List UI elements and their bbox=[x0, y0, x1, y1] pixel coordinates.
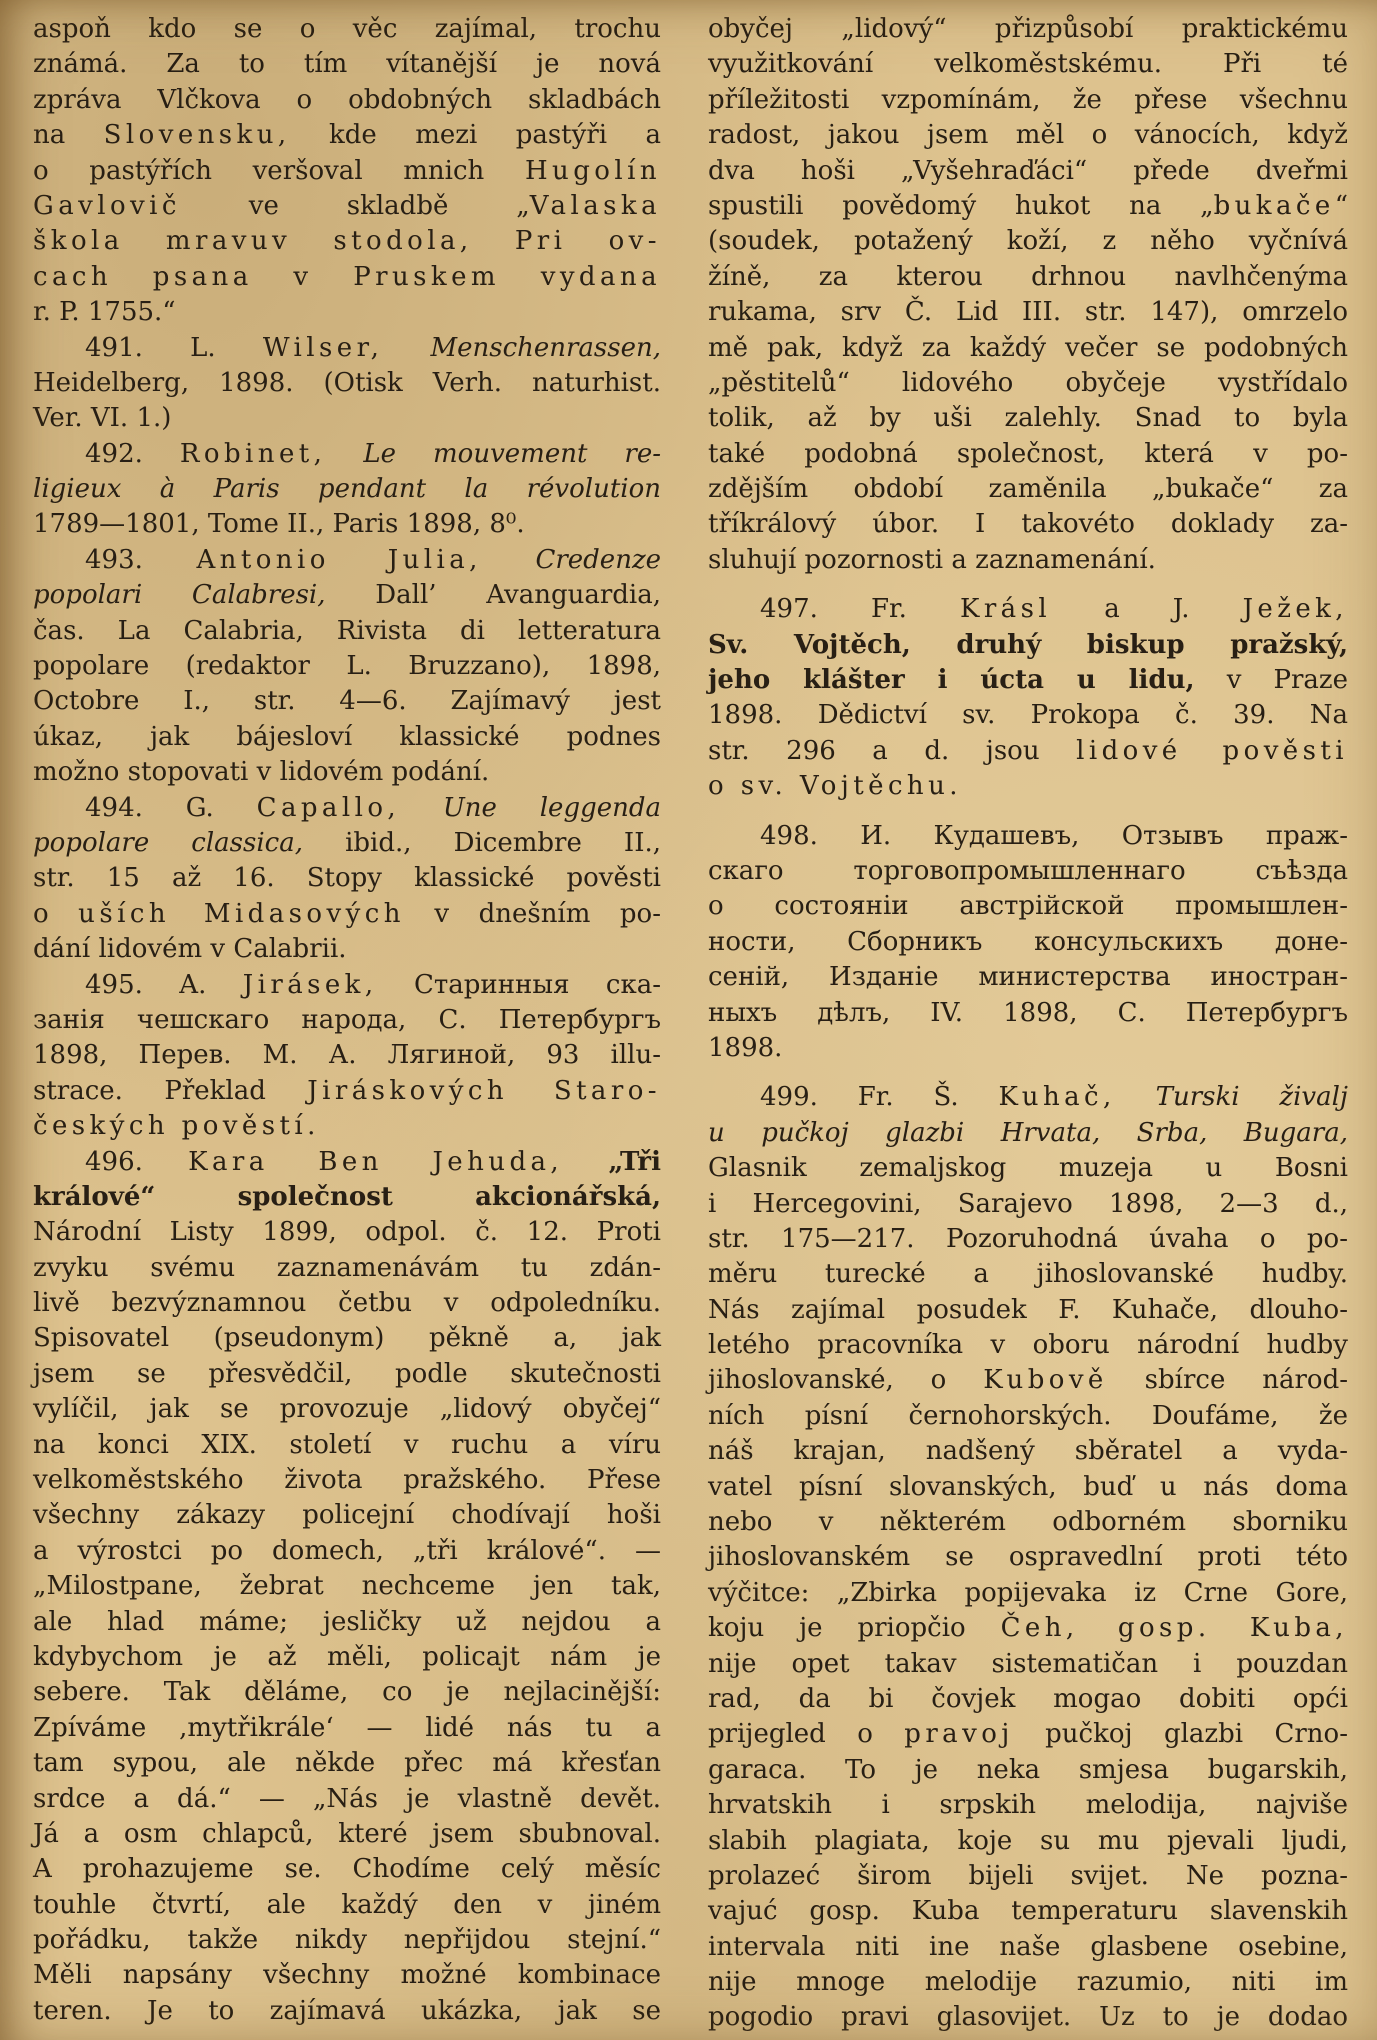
text-line bbox=[708, 401, 1348, 436]
text-segment: “ bbox=[1334, 190, 1348, 221]
text-line bbox=[33, 1569, 661, 1604]
text-segment: výčitce: „Zbirka popijevaka iz Crne Gore, bbox=[708, 1577, 1348, 1608]
text-segment: ale hlad máme; jesličky už nejdou a bbox=[33, 1606, 661, 1637]
text-segment bbox=[482, 545, 536, 575]
text-segment: r. P. 1755.“ bbox=[33, 297, 176, 328]
text-line bbox=[708, 889, 1348, 924]
text-line bbox=[33, 1003, 661, 1038]
text-line bbox=[708, 1647, 1348, 1682]
text-segment: čas. La Calabria, Rivista di letteratura bbox=[33, 615, 661, 646]
text-line bbox=[33, 720, 661, 755]
text-segment: letého pracovníka v oboru národní hudby bbox=[708, 1330, 1348, 1361]
text-segment: teren. Je to zajímavá ukázka, jak se bbox=[33, 1995, 661, 2026]
text-segment: 1898. bbox=[708, 1032, 783, 1063]
left-column bbox=[33, 12, 661, 2029]
text-line bbox=[708, 1894, 1348, 1929]
text-line bbox=[708, 1363, 1348, 1398]
text-segment: livě bezvýznamnou četbu v odpoledníku. bbox=[33, 1288, 661, 1319]
text-line bbox=[33, 1675, 661, 1710]
text-line bbox=[33, 1782, 661, 1817]
text-line bbox=[708, 1505, 1348, 1540]
text-segment: nebo v některém odborném sborniku bbox=[708, 1507, 1348, 1538]
paragraph bbox=[33, 791, 661, 968]
text-line bbox=[708, 769, 1348, 804]
text-segment: Turski živalj bbox=[1155, 1082, 1348, 1113]
text-line bbox=[33, 1463, 661, 1498]
text-line bbox=[33, 543, 661, 578]
text-segment: sluhují pozornosti a zaznamenání. bbox=[708, 544, 1156, 575]
text-segment: radost, jakou jsem měl o vánocích, když bbox=[708, 120, 1348, 151]
text-segment: rukama, srv Č. Lid III. str. 147), omrzelo bbox=[708, 297, 1348, 328]
text-segment: vatel písní slovanských, buď u nás doma bbox=[708, 1471, 1348, 1502]
text-line bbox=[708, 1399, 1348, 1434]
text-line bbox=[33, 1888, 661, 1923]
text-line bbox=[33, 932, 661, 967]
text-segment: tolik, až by uši zalehly. Snad to byla bbox=[708, 403, 1348, 434]
text-segment: a výrostci po domech, „tři králové“. — bbox=[33, 1535, 661, 1566]
text-line bbox=[33, 1215, 661, 1250]
text-segment: příležitosti vzpomínám, že přese všechnu bbox=[708, 84, 1348, 115]
text-line bbox=[708, 224, 1348, 259]
paragraph bbox=[33, 12, 661, 331]
paragraph bbox=[33, 968, 661, 1145]
text-segment: 494. G. bbox=[85, 792, 257, 823]
text-segment: Nás zajímal posudek F. Kuhače, dlouho- bbox=[708, 1294, 1348, 1325]
text-segment: Kara Ben Jehuda, bbox=[188, 1146, 564, 1177]
text-segment: strace. Překlad bbox=[33, 1075, 308, 1106]
text-segment: kdybychom je až měli, policajt nám je bbox=[33, 1641, 661, 1672]
text-segment: popolare (redaktor L. Bruzzano), 1898, bbox=[33, 651, 661, 682]
text-segment: popolare classica, bbox=[33, 827, 304, 858]
text-line bbox=[708, 592, 1348, 627]
text-segment: v dnešním po- bbox=[404, 898, 661, 929]
text-segment: Valaska bbox=[529, 190, 661, 221]
text-segment: kde mezi pastýři a bbox=[290, 120, 661, 151]
text-segment: str. 15 až 16. Stopy klassické pověsti bbox=[33, 863, 661, 894]
text-line bbox=[708, 154, 1348, 189]
text-segment bbox=[400, 793, 443, 823]
text-segment: všechny zákazy policejní chodívají hoši bbox=[33, 1500, 661, 1531]
text-segment: Jiráskových Staro- bbox=[307, 1075, 661, 1106]
text-segment: Glasnik zemaljskog muzeja u Bosni bbox=[708, 1153, 1348, 1184]
right-column bbox=[708, 12, 1348, 2036]
text-line bbox=[708, 1540, 1348, 1575]
text-line bbox=[708, 189, 1348, 224]
text-line bbox=[33, 224, 661, 259]
text-segment: Dall’ Avanguardia, bbox=[325, 580, 661, 611]
text-segment: Já a osm chlapců, které jsem sbubnoval. bbox=[33, 1818, 661, 1849]
text-segment: ních písní černohorských. Doufáme, že bbox=[708, 1400, 1348, 1431]
text-line bbox=[33, 826, 661, 861]
text-segment: tam sypou, ale někde přec má křesťan bbox=[33, 1748, 661, 1779]
text-segment: o pastýřích veršoval mnich bbox=[33, 155, 525, 186]
text-line bbox=[33, 1605, 661, 1640]
text-line bbox=[33, 791, 661, 826]
text-segment: jihoslovanském se ospravedlní proti této bbox=[708, 1542, 1348, 1573]
text-segment: 493. bbox=[85, 544, 197, 575]
text-segment: úkaz, jak bájesloví klassické podnes bbox=[33, 721, 661, 752]
text-segment: Ver. VI. 1.) bbox=[33, 403, 172, 434]
text-line bbox=[33, 189, 661, 224]
text-segment: aspoň kdo se o věc zajímal, trochu bbox=[33, 14, 661, 44]
text-segment: 491. L. bbox=[85, 332, 263, 363]
text-segment: „Tři bbox=[608, 1146, 661, 1177]
text-segment bbox=[383, 333, 430, 363]
text-segment: скаго торговопромышленнаго съѣзда bbox=[708, 855, 1348, 886]
paragraph bbox=[33, 543, 661, 791]
text-segment: českých pověstí. bbox=[33, 1111, 320, 1142]
text-segment: Старинныя ска- bbox=[377, 969, 661, 1000]
text-line bbox=[33, 1286, 661, 1321]
text-segment: A prohazujeme se. Chodíme celý měsíc bbox=[33, 1854, 661, 1885]
text-line bbox=[33, 1357, 661, 1392]
text-line bbox=[708, 118, 1348, 153]
text-segment: obyčej „lidový“ přizpůsobí praktickému bbox=[708, 14, 1348, 44]
text-line bbox=[33, 295, 661, 330]
text-segment: (soudek, potažený koží, z něho vyčnívá bbox=[708, 226, 1348, 257]
text-segment: koju je priopčio bbox=[708, 1613, 1001, 1644]
text-segment: náš krajan, nadšený sběratel a vyda- bbox=[708, 1436, 1348, 1467]
text-line bbox=[708, 663, 1348, 698]
text-line bbox=[33, 578, 661, 613]
text-segment: ныхъ дѣлъ, IV. 1898, С. Петербургъ bbox=[708, 997, 1348, 1028]
text-line bbox=[708, 1293, 1348, 1328]
text-line bbox=[33, 1498, 661, 1533]
text-segment: ve skladbě „ bbox=[180, 190, 530, 221]
text-line bbox=[708, 472, 1348, 507]
text-line bbox=[708, 1859, 1348, 1894]
text-segment: 498. И. Кудашевъ, Отзывъ праж- bbox=[760, 820, 1348, 851]
paragraph bbox=[708, 12, 1348, 578]
text-segment: zvyku svému zaznamenávám tu zdán- bbox=[33, 1252, 661, 1283]
text-line bbox=[708, 507, 1348, 542]
text-line bbox=[708, 1611, 1348, 1646]
text-segment bbox=[1116, 1082, 1156, 1112]
text-segment: a J. bbox=[1051, 594, 1243, 625]
text-segment: str. 296 a d. jsou bbox=[708, 735, 1077, 766]
text-segment: slabih plagiata, koje su mu pjevali ljudi, bbox=[708, 1825, 1348, 1856]
text-segment: využitkování velkoměstskému. Při té bbox=[708, 49, 1348, 80]
text-segment: o sv. Vojtěchu. bbox=[708, 771, 962, 802]
text-segment: i Hercegovini, Sarajevo 1898, 2—3 d., bbox=[708, 1188, 1348, 1219]
text-line bbox=[33, 118, 661, 153]
text-segment: hrvatskih i srpskih melodija, najviše bbox=[708, 1790, 1348, 1821]
text-line bbox=[33, 260, 661, 295]
text-line bbox=[708, 1930, 1348, 1965]
text-line bbox=[33, 1428, 661, 1463]
text-segment: 499. Fr. Š. bbox=[760, 1082, 999, 1113]
text-line bbox=[708, 734, 1348, 769]
text-line bbox=[708, 437, 1348, 472]
text-segment: možno stopovati v lidovém podání. bbox=[33, 757, 490, 788]
text-line bbox=[708, 1434, 1348, 1469]
text-segment bbox=[563, 1147, 608, 1177]
text-line bbox=[708, 819, 1348, 854]
paragraph bbox=[708, 592, 1348, 804]
text-line bbox=[708, 1824, 1348, 1859]
text-segment: Zpíváme ,mytřikrále‘ — lidé nás tu a bbox=[33, 1712, 661, 1743]
text-line bbox=[708, 996, 1348, 1031]
text-line bbox=[708, 1328, 1348, 1363]
text-line bbox=[33, 331, 661, 366]
paragraph bbox=[708, 819, 1348, 1067]
text-segment: о состояніи австрійской промышлен- bbox=[708, 891, 1348, 922]
text-line bbox=[33, 1392, 661, 1427]
text-line bbox=[33, 401, 661, 436]
text-segment: „pěstitelů“ lidového obyčeje vystřídalo bbox=[708, 367, 1348, 398]
text-segment: garaca. To je neka smjesa bugarskih, bbox=[708, 1754, 1348, 1785]
text-segment: na bbox=[33, 120, 104, 151]
text-line bbox=[708, 2000, 1348, 2035]
text-segment: prijegled o bbox=[708, 1719, 905, 1750]
text-segment: ibid., Dicembre II., bbox=[303, 827, 661, 858]
text-segment: měru turecké a jihoslovanské hudby. bbox=[708, 1259, 1348, 1290]
text-line bbox=[708, 1470, 1348, 1505]
text-segment: Antonio Julia, bbox=[196, 544, 482, 575]
text-line bbox=[708, 960, 1348, 995]
text-segment: Heidelberg, 1898. (Otisk Verh. naturhist. bbox=[33, 367, 661, 398]
text-segment: Jirásek, bbox=[242, 969, 378, 1000]
text-line bbox=[33, 47, 661, 82]
text-line bbox=[33, 649, 661, 684]
text-line bbox=[33, 1923, 661, 1958]
text-segment: nije opet takav sistematičan i pouzdan bbox=[708, 1648, 1348, 1679]
text-line bbox=[33, 1746, 661, 1781]
text-line bbox=[708, 1257, 1348, 1292]
text-line bbox=[708, 1965, 1348, 2000]
text-segment: vajuć gosp. Kuba temperaturu slavenskih bbox=[708, 1896, 1348, 1927]
paragraph bbox=[33, 437, 661, 543]
text-segment: 1898, Перев. М. А. Лягиной, 93 illu- bbox=[33, 1040, 661, 1071]
text-segment: srdce a dá.“ — „Nás je vlastně devět. bbox=[33, 1783, 661, 1814]
text-segment: Národní Listy 1899, odpol. č. 12. Proti bbox=[33, 1217, 661, 1248]
text-line bbox=[33, 1038, 661, 1073]
text-line bbox=[708, 1031, 1348, 1066]
text-segment: Krásl bbox=[959, 594, 1052, 625]
text-segment: Ježek, bbox=[1242, 594, 1348, 625]
text-segment: Spisovatel (pseudonym) pěkně a, jak bbox=[33, 1323, 661, 1354]
text-segment: Kubově bbox=[983, 1365, 1108, 1396]
text-segment: intervala niti ine naše glasbene osebine, bbox=[708, 1931, 1348, 1962]
text-line bbox=[33, 472, 661, 507]
text-line bbox=[708, 83, 1348, 118]
text-line bbox=[33, 614, 661, 649]
text-segment: bukače bbox=[1213, 190, 1335, 221]
text-segment: Le mouvement re- bbox=[363, 438, 662, 469]
text-line bbox=[708, 925, 1348, 960]
text-segment: ligieux à Paris pendant la révolution bbox=[33, 474, 661, 505]
text-segment: 1789—1801, Tome II., Paris 1898, 8⁰. bbox=[33, 509, 525, 540]
text-segment: cach psana v Pruskem vydana bbox=[33, 261, 661, 292]
text-segment: Slovensku, bbox=[103, 120, 291, 151]
text-segment: pravoj bbox=[904, 1719, 1014, 1750]
text-segment: prolazeć širom bijeli svijet. Ne pozna- bbox=[708, 1860, 1348, 1891]
text-segment: spustili povědomý hukot na „ bbox=[708, 190, 1214, 221]
text-line bbox=[33, 1711, 661, 1746]
text-segment: str. 175—217. Pozoruhodná úvaha o po- bbox=[708, 1223, 1348, 1254]
text-segment: jeho klášter i úcta u lidu, bbox=[708, 665, 1195, 696]
text-segment: Gavlovič bbox=[33, 190, 181, 221]
text-segment: 496. bbox=[85, 1146, 189, 1177]
text-segment: 1898. Dědictví sv. Prokopa č. 39. Na bbox=[708, 700, 1348, 731]
text-segment: také podobná společnost, která v po- bbox=[708, 438, 1348, 469]
text-segment: lidové pověsti bbox=[1076, 735, 1348, 766]
text-segment: Menschenrassen, bbox=[430, 332, 662, 363]
text-line bbox=[708, 47, 1348, 82]
text-segment: popolari Calabresi, bbox=[33, 580, 326, 611]
text-line bbox=[33, 437, 661, 472]
text-line bbox=[33, 1074, 661, 1109]
text-line bbox=[33, 366, 661, 401]
text-line bbox=[33, 154, 661, 189]
text-segment: nije mnoge melodije razumio, niti im bbox=[708, 1967, 1348, 1998]
text-segment: zdějším období zaměnila „bukače“ za bbox=[708, 474, 1348, 505]
text-line bbox=[33, 507, 661, 542]
text-line bbox=[33, 83, 661, 118]
text-segment: známá. Za to tím vítanější je nová bbox=[33, 49, 661, 80]
text-segment: sebere. Tak děláme, co je nejlacinější: bbox=[33, 1677, 661, 1708]
text-segment bbox=[326, 439, 363, 469]
text-line bbox=[708, 1187, 1348, 1222]
text-line bbox=[33, 1109, 661, 1144]
text-line bbox=[708, 854, 1348, 889]
text-segment: tříkrálový úbor. I takovéto doklady za- bbox=[708, 509, 1348, 540]
text-segment: mě pak, když za každý večer se podobných bbox=[708, 332, 1348, 363]
text-segment: u pučkoj glazbi Hrvata, Srba, Bugara, bbox=[708, 1117, 1348, 1148]
text-line bbox=[708, 628, 1348, 663]
text-segment: Une leggenda bbox=[442, 792, 662, 823]
text-line bbox=[708, 1116, 1348, 1151]
text-segment: занія чешскаго народа, С. Петербургъ bbox=[33, 1004, 661, 1035]
text-segment: na konci XIX. století v ruchu a víru bbox=[33, 1429, 661, 1460]
text-line bbox=[33, 1852, 661, 1887]
text-line bbox=[33, 1994, 661, 2029]
text-line bbox=[708, 1222, 1348, 1257]
text-segment: uších Midasových bbox=[78, 898, 405, 929]
text-segment: žíně, za kterou drhnou navlhčenýma bbox=[708, 261, 1348, 292]
text-line bbox=[708, 331, 1348, 366]
text-line bbox=[708, 1717, 1348, 1752]
text-segment: сеній, Изданіе министерства иностран- bbox=[708, 962, 1348, 993]
text-line bbox=[708, 295, 1348, 330]
text-segment: jihoslovanské, o bbox=[708, 1365, 984, 1396]
text-line bbox=[708, 1788, 1348, 1823]
text-segment: Čeh, gosp. Kuba, bbox=[1000, 1613, 1348, 1644]
text-segment: Sv. Vojtěch, druhý biskup pražský, bbox=[708, 629, 1348, 660]
text-line bbox=[708, 543, 1348, 578]
text-segment: Octobre I., str. 4—6. Zajímavý jest bbox=[33, 686, 661, 717]
paragraph bbox=[33, 331, 661, 437]
text-line bbox=[708, 1080, 1348, 1115]
text-segment: 497. Fr. bbox=[760, 594, 960, 625]
text-line bbox=[33, 968, 661, 1003]
text-segment: v Praze bbox=[1194, 665, 1348, 696]
text-line bbox=[33, 755, 661, 790]
text-line bbox=[708, 366, 1348, 401]
text-line bbox=[33, 684, 661, 719]
text-segment: zpráva Vlčkova o obdobných skladbách bbox=[33, 84, 661, 115]
text-line bbox=[708, 1682, 1348, 1717]
text-segment: Měli napsány všechny možné kombinace bbox=[33, 1960, 661, 1991]
text-line bbox=[33, 897, 661, 932]
text-segment: pořádku, takže nikdy nepřijdou stejní.“ bbox=[33, 1925, 661, 1956]
text-line bbox=[708, 698, 1348, 733]
text-line bbox=[33, 1321, 661, 1356]
text-segment: dání lidovém v Calabrii. bbox=[33, 934, 347, 965]
text-segment: Robinet, bbox=[179, 438, 327, 469]
text-line bbox=[33, 1958, 661, 1993]
text-segment: jsem se přesvědčil, podle skutečnosti bbox=[33, 1358, 661, 1389]
text-line bbox=[708, 260, 1348, 295]
paragraph bbox=[708, 1080, 1348, 2036]
text-segment: rad, da bi čovjek mogao dobiti opći bbox=[708, 1683, 1348, 1714]
text-segment: dva hoši „Vyšehraďáci“ přede dveřmi bbox=[708, 155, 1348, 186]
text-segment: velkoměstského života pražského. Přese bbox=[33, 1465, 661, 1496]
text-segment: 495. A. bbox=[85, 969, 243, 1000]
text-segment: pogodio pravi glasovijet. Uz to je dodao bbox=[708, 2002, 1348, 2033]
text-line bbox=[33, 1180, 661, 1215]
paragraph bbox=[33, 1145, 661, 2030]
text-line bbox=[708, 1151, 1348, 1186]
text-line bbox=[33, 1251, 661, 1286]
text-segment: ности, Сборникъ консульскихъ доне- bbox=[708, 926, 1348, 957]
text-segment: Kuhač, bbox=[998, 1082, 1116, 1113]
text-line bbox=[708, 12, 1348, 47]
text-line bbox=[708, 1576, 1348, 1611]
text-line bbox=[33, 12, 661, 47]
text-line bbox=[33, 861, 661, 896]
text-segment: vylíčil, jak se provozuje „lidový obyčej“ bbox=[33, 1394, 661, 1425]
text-segment: touhle čtvrtí, ale každý den v jiném bbox=[33, 1889, 661, 1920]
text-segment: Credenze bbox=[535, 544, 662, 575]
text-line bbox=[33, 1640, 661, 1675]
text-line bbox=[33, 1145, 661, 1180]
text-line bbox=[708, 1753, 1348, 1788]
text-segment: „Milostpane, žebrat nechceme jen tak, bbox=[33, 1571, 661, 1602]
text-segment: pučkoj glazbi Crno- bbox=[1013, 1719, 1348, 1750]
text-segment: o bbox=[33, 898, 79, 929]
text-segment: Wilser, bbox=[262, 332, 384, 363]
text-segment: 492. bbox=[85, 438, 180, 469]
text-line bbox=[33, 1817, 661, 1852]
text-segment: Capallo, bbox=[256, 792, 401, 823]
text-line bbox=[33, 1534, 661, 1569]
text-segment: sbírce národ- bbox=[1107, 1365, 1349, 1396]
text-segment: škola mravuv stodola, Pri ov- bbox=[33, 226, 661, 257]
text-segment: Hugolín bbox=[524, 155, 661, 186]
text-segment: králové“ společnost akcionářská, bbox=[33, 1181, 661, 1212]
